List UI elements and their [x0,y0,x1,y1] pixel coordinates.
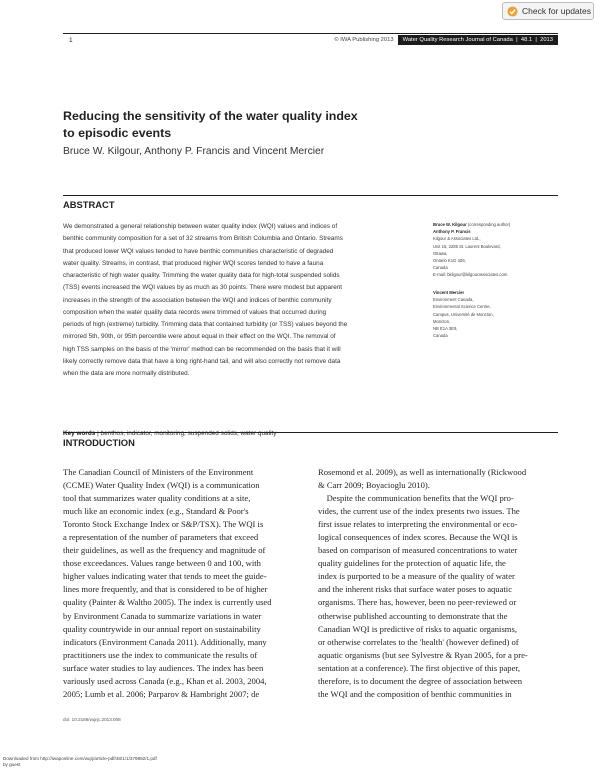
abstract-body [63,221,419,380]
affiliation-block-2 [433,289,559,339]
abstract-line: (TSS) events increased the WQI values by as much as 30 points. There were modest but apparent [63,284,343,292]
introduction-heading: INTRODUCTION [63,437,135,448]
body-line: logical consequences of index scores. Because the WQI is [318,532,518,543]
title-line-2: to episodic events [63,125,172,140]
body-line: their guidelines, as well as the frequency and magnitude of [63,545,266,556]
body-line: quality guidelines for the protection of aquatic life, the [318,558,506,569]
body-line: & Carr 2009; Boyacioglu 2010). [318,480,430,491]
affiliation-line: Environment Canada, [433,297,474,303]
body-line: quality countrywide in our annual report on sustainability [63,623,261,634]
check-for-updates-button[interactable] [502,2,594,20]
abstract-heading: ABSTRACT [63,199,115,210]
body-line: based on comparison of measured concentrations to water [318,545,518,556]
download-footer [3,756,157,768]
affiliation-author-name: Vincent Mercier [433,290,465,295]
journal-year: 2013 [540,37,553,43]
abstract-line: when the data are more normally distributed. [63,370,190,377]
running-header [63,33,558,47]
introduction-rule [63,432,558,433]
body-line: first issue relates to interpreting the environmental or eco- [318,519,518,530]
body-line: (CCME) Water Quality Index (WQI) is a communication [63,480,260,491]
header-rule [63,33,558,34]
body-line: index is purported to be a measure of the quality of water [318,571,515,582]
affiliation-line: NB E1A 3E9, [433,326,458,332]
body-line: vides, the current use of the index presents two issues. The [318,506,520,517]
abstract-line: periods of high (extreme) turbidity. Trimming data that contained turbidity (or TSS) values beyond the [63,321,348,328]
affiliation-line: Moncton, [433,318,451,324]
body-line: therefore, is to document the degree of association between [318,675,523,686]
journal-volume: 48.1 [520,37,533,43]
body-line: much like an economic index (e.g., Standard & Poor's [63,506,249,517]
abstract-line: benthic community composition for a set of 32 streams from British Columbia and Ontario. Streams [63,235,343,243]
affiliation-email: E-mail: bkilgour@kilgourassociates.com [433,272,508,278]
abstract-line: composition when the water quality data records were trimmed of values that occurred during [63,308,327,316]
article-title [63,108,483,141]
body-line: otherwise published accounting to demonstrate that the [318,610,508,621]
abstract-line: likely correctly remove data that have a long right-hand tail, and will also correctly not remove data [63,357,341,365]
affiliation-author-name: Anthony P. Francis [433,229,471,235]
body-line: sentation at a conference). The first objective of this paper, [318,662,521,673]
abstract-line: high TSS samples on the basis of the 'mirror' method can be recommended on the basis that it will [63,345,341,353]
publisher-copyright: © IWA Publishing 2013 [334,37,394,43]
body-line: those exceedances. Values range between 0 and 100, with [63,558,261,569]
body-line: the WQI and the composition of benthic communities in [318,688,512,699]
body-line: higher values indicating water that tends to meet the guide- [63,571,267,582]
body-line: indicators (Environment Canada 2011). Additionally, many [63,636,267,647]
affiliation-line: Unit 16, 2285 St. Laurent Boulevard, [433,243,501,249]
body-line: or otherwise correlates to the 'health' (however defined) of [318,636,519,647]
body-line: aquatic organisms (but see Sylvestre & Ryan 2005, for a pre- [318,649,528,660]
header-journal-info [334,35,558,45]
download-source-link[interactable]: Downloaded from http://iwaponline.com/wqrj/article-pdf/48/1/1/379892/1.pdf [3,756,157,761]
title-line-1: Reducing the sensitivity of the water quality index [63,109,358,123]
affiliation-author-name: Bruce W. Kilgour [433,222,467,227]
body-line: lines more frequently, and that is considered to be of higher [63,584,268,595]
keywords-label: Key words [63,430,96,437]
abstract-line: mirrored 5th, 90th, or 95th percentile were about equal in their effect on the WQI. The removal of [63,333,336,341]
body-line: a representation of the number of parameters that exceed [63,532,259,543]
abstract-line: that produced lower WQI values tended to have benthic communities characteristic of degraded [63,247,334,255]
body-line: Despite the communication benefits that the WQI pro- [318,493,514,504]
keywords-list: benthos, indicator, monitoring, suspended solids, water quality [100,430,277,437]
affiliation-line: Canada [433,333,448,339]
affiliation-author-line [433,221,559,228]
introduction-left-column [63,466,303,701]
body-line: The Canadian Council of Ministers of the Environment [63,467,254,477]
affiliation-line: Ontario K1G 4Z6, [433,258,466,264]
affiliation-line: Ottawa, [433,250,448,256]
body-line: tool that summarizes water quality conditions at a site, [63,493,251,504]
body-line: and the inherent risks that surface water poses to aquatic [318,584,513,595]
article-authors: Bruce W. Kilgour, Anthony P. Francis and Vincent Mercier [63,146,325,157]
page-number: 1 [69,37,73,44]
affiliation-line: Kilgour & Associates Ltd., [433,236,481,242]
journal-banner: Water Quality Research Journal of Canada | 48.1 | 2013 [398,35,558,45]
body-line: 2005; Lumb et al. 2006; Parparov & Hambright 2007; de [63,688,260,699]
keywords-separator: | [97,430,101,437]
abstract-line: We demonstrated a general relationship between water quality index (WQI) values and indices of [63,223,338,230]
body-line: practitioners use the index to communicate the results of [63,649,258,660]
body-line: Canadian WQI is predictive of risks to aquatic organisms, [318,623,517,634]
check-for-updates-label: Check for updates [522,6,591,16]
update-badge-icon [507,6,518,17]
body-line: Toronto Stock Exchange Index or S&P/TSX). The WQI is [63,519,264,530]
introduction-right-column [318,466,558,701]
corresponding-author-note: (corresponding author) [466,222,511,227]
body-line: quality (Painter & Waltho 2005). The index is currently used [63,597,272,608]
body-line: by Environment Canada to summarize variations in water [63,610,262,621]
download-by-line: by guest [3,762,21,767]
body-line: variously used across Canada (e.g., Khan et al. 2003, 2004, [63,675,267,686]
body-line: surface water studies to lay audiences. The index has been [63,662,264,673]
journal-name: Water Quality Research Journal of Canada [402,37,513,43]
affiliation-line: Environmental Science Centre, [433,304,491,310]
abstract-line: characteristic of high water quality. Trimming the water quality data for high-total suspended solids [63,272,340,279]
abstract-line: water quality. Streams, in contrast, that produced higher WQI scores tended to have a fauna [63,259,324,267]
affiliation-line: Campus, Université de Moncton, [433,311,494,317]
abstract-line: increases in the strength of the association between the WQI and indices of benthic community [63,296,332,304]
affiliation-block-1 [433,221,559,279]
body-line: organisms. There has, however, been no peer-reviewed or [318,597,517,608]
body-line: Rosemond et al. 2009), as well as internationally (Rickwood [318,467,527,477]
doi-link[interactable]: doi: 10.2166/wqrjc.2013.008 [63,717,121,722]
abstract-rule [63,195,558,196]
affiliation-line: Canada [433,265,448,271]
